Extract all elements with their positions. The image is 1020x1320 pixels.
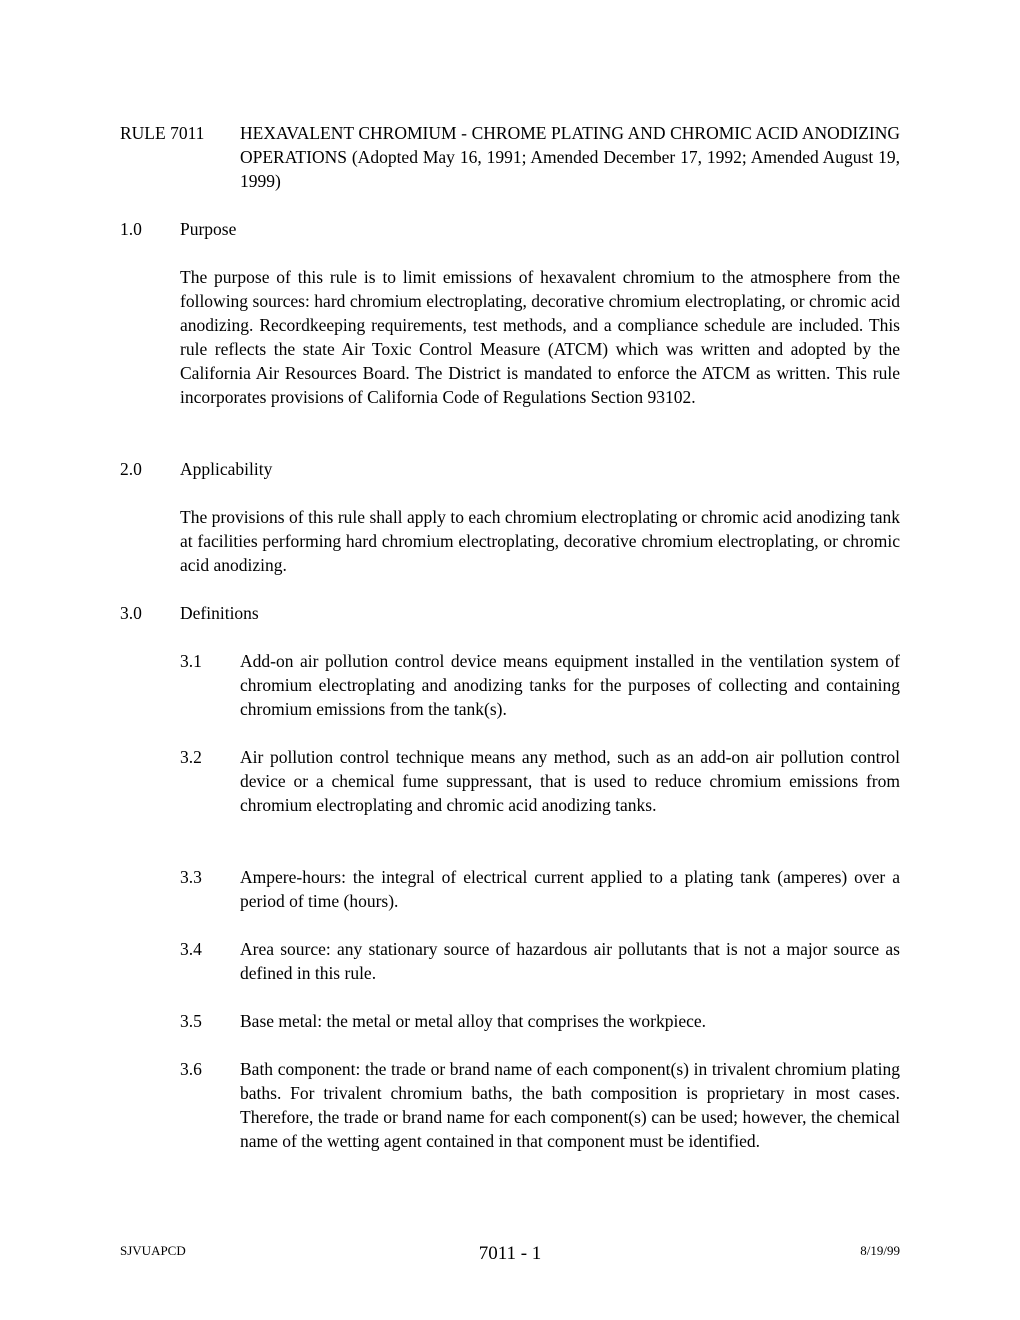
definition-text: Air pollution control technique means any method, such as an add-on air pollution control device or a chemical fume suppressant, that is used to reduce chromium emissions from chromium electroplating and chromic acid anodizing tanks. xyxy=(240,747,900,815)
section-purpose-heading xyxy=(120,217,900,241)
section-title: Applicability xyxy=(180,459,273,479)
definition-number: 3.3 xyxy=(180,867,202,887)
definition-number: 3.2 xyxy=(180,747,202,767)
section-title: Purpose xyxy=(180,219,237,239)
rule-title: HEXAVALENT CHROMIUM - CHROME PLATING AND CHROMIC ACID ANODIZING OPERATIONS (Adopted May 16, 1991; Amended December 17, 1992; Amended August 19, 1999) xyxy=(240,123,900,191)
section-purpose-text: The purpose of this rule is to limit emissions of hexavalent chromium to the atmosphere from the following sources: hard chromium electroplating, decorative chromium electroplating, or chromic acid anodizing. Recordkeeping requirements, test methods, and a compliance schedule are included. This rule reflects the state Air Toxic Control Measure (ATCM) which was written and adopted by the California Air Resources Board. The District is mandated to enforce the ATCM as written. This rule incorporates provisions of California Code of Regulations Section 93102. xyxy=(180,267,900,407)
definition-item xyxy=(180,865,900,913)
section-number: 1.0 xyxy=(120,219,142,239)
section-number: 2.0 xyxy=(120,459,142,479)
definition-text: Add-on air pollution control device means equipment installed in the ventilation system of chromium electroplating and anodizing tanks for the purposes of collecting and containing chromium emissions from the tank(s). xyxy=(240,651,900,719)
definition-number: 3.6 xyxy=(180,1059,202,1079)
definition-number: 3.4 xyxy=(180,939,202,959)
footer-agency: SJVUAPCD xyxy=(120,1243,186,1258)
section-title: Definitions xyxy=(180,603,259,623)
rule-number: RULE 7011 xyxy=(120,123,205,143)
definition-text: Base metal: the metal or metal alloy that comprises the workpiece. xyxy=(240,1011,707,1031)
definition-item xyxy=(180,1057,900,1153)
definition-item xyxy=(180,937,900,985)
definition-text: Bath component: the trade or brand name of each component(s) in trivalent chromium plating baths. For trivalent chromium baths, the bath composition is proprietary in most cases. Therefore, the trade or brand name for each component(s) can be used; however, the chemical name of the wetting agent contained in that component must be identified. xyxy=(240,1059,900,1151)
section-applicability-text: The provisions of this rule shall apply to each chromium electroplating or chromic acid anodizing tank at facilities performing hard chromium electroplating, decorative chromium electroplating, or chromic acid anodizing. xyxy=(180,507,900,575)
definition-text: Ampere-hours: the integral of electrical current applied to a plating tank (amperes) over a period of time (hours). xyxy=(240,867,900,911)
definition-item xyxy=(180,1009,900,1033)
section-number: 3.0 xyxy=(120,603,142,623)
definition-text: Area source: any stationary source of hazardous air pollutants that is not a major source as defined in this rule. xyxy=(240,939,900,983)
definition-item xyxy=(180,649,900,721)
footer-page-number: 7011 - 1 xyxy=(478,1243,542,1264)
rule-header xyxy=(120,121,900,193)
footer-date: 8/19/99 xyxy=(860,1243,900,1258)
definition-number: 3.5 xyxy=(180,1011,202,1031)
definition-item xyxy=(180,745,900,817)
section-definitions-heading xyxy=(120,601,900,625)
definition-number: 3.1 xyxy=(180,651,202,671)
section-applicability-heading xyxy=(120,457,900,481)
